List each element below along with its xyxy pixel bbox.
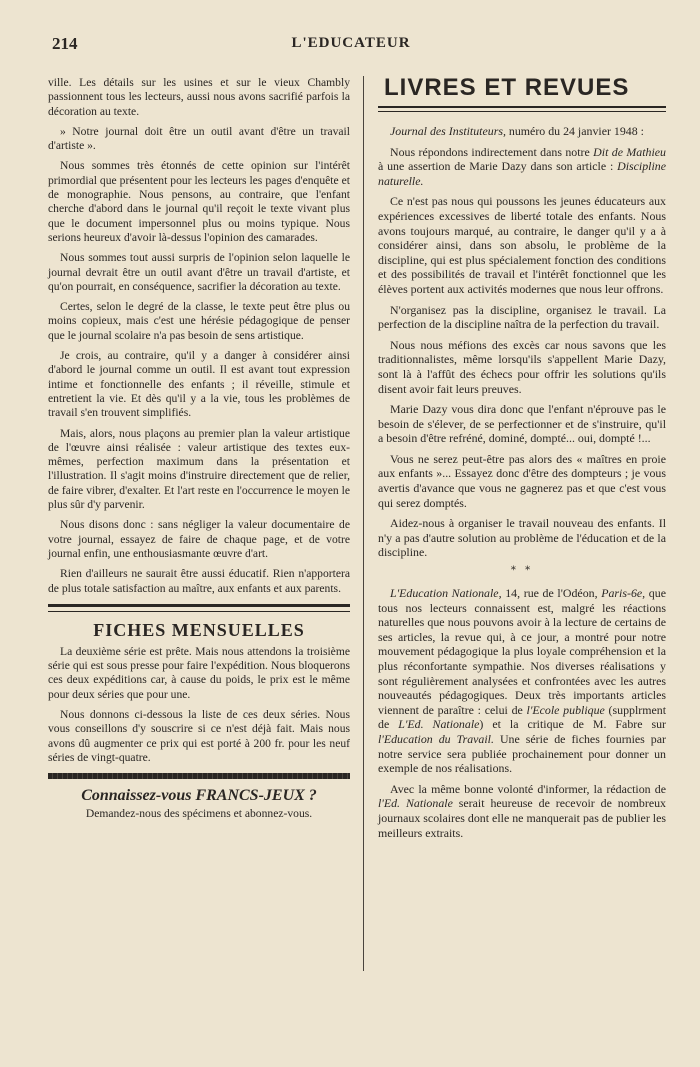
paragraph [378,145,666,189]
fiches-title: FICHES MENSUELLES [93,619,305,640]
paragraph: Rien d'ailleurs ne saurait être aussi éducatif. Rien n'apportera de plus totale satisfaction au maître, aux enfants et aux parents. [48,567,350,595]
paragraph: Certes, selon le degré de la classe, le texte peut être plus ou moins copieux, mais c'est une hérésie pédagogique de penser que le journal scolaire n'a pas besoin de sens artistique. [48,300,350,342]
asterism: * * [510,565,534,577]
paragraph: Nous nous méfions des excès car nous savons que les traditionnalistes, même lorsqu'ils s'appellent Marie Dazy, sont là à l'affût des échecs pour offrir les solutions qu'ils disent avoir fait leurs preuves. [378,337,666,396]
paragraph: Nous sommes très étonnés de cette opinion sur l'intérêt primordial que présentent pour les lecteurs les pages d'enquête et de monographie. Nous pensons, au contraire, que l'enfant cherche d'abord dans le journal qu'il reçoit le texte vivant plus que le document impersonnel plus ou moins typique. Nous serions heureux d'avoir là-dessus l'opinion des camarades. [48,159,350,244]
italic-text: l'Ed. Nationale [378,796,453,811]
page-number: 214 [52,34,78,53]
right-column [378,74,666,846]
intro-paragraph [378,124,666,139]
paragraph [378,586,666,776]
left-column [48,76,350,820]
page-header [52,34,650,54]
italic-text: l'Ecole publique [526,702,605,717]
text: ) et la critique de M. Fabre sur [479,717,667,732]
text: serait heureuse de recevoir de nombreux journaux scolaires dont elle ne manquerait pas de publier les meilleurs extraits. [378,796,666,840]
paragraph: Nous disons donc : sans négliger la valeur documentaire de votre journal, essayez de faire de chaque page, et de votre journal enfin, une enthousiasmante œuvre d'art. [48,518,350,560]
paragraph: N'organisez pas la discipline, organisez le travail. La perfection de la discipline naîtra de la perfection du travail. [378,302,666,332]
paragraph: Aidez-nous à organiser le travail nouveau des enfants. Il n'y a pas d'autre solution au problème de l'éducation et de la discipline. [378,516,666,560]
promo-title: Connaissez-vous FRANCS-JEUX ? [81,787,317,805]
paragraph: Ce n'est pas nous qui poussons les jeunes éducateurs aux expériences excessives de liberté totale des enfants. Nous avons toujours marqué, au contraire, le danger qu'il y a à considérer ainsi, dans son absolu, le problème de la discipline, qui est plus spécialement fonction des conditions et des possibilités de travail et l'intérêt fonctionnel que les élèves portent aux activités modernes que nous leur offrons. [378,194,666,296]
paragraph [378,782,666,840]
paragraph: ville. Les détails sur les usines et sur le vieux Chambly passionnent tous les lecteurs, aussi nous avons sacrifié parfois la décoration au texte. [48,76,350,118]
text: 14, rue de l'Odéon, [501,586,602,601]
text: à une assertion de Marie Dazy dans son article : [378,159,618,174]
paragraph: Nous donnons ci-dessous la liste de ces deux séries. Nous vous conseillons d'y souscrire si ce n'est déjà fait. Mais nous avons dû augmenter ce prix qui est porté à 200 fr. pour les neuf séries de vingt-quatre. [48,707,350,764]
paragraph: Marie Dazy vous dira donc que l'enfant n'éprouve pas le besoin de s'élever, de se perfectionner et de s'instruire, qu'il a besoin d'être refréné, dominé, dompté... oui, dompté !... [378,402,666,446]
section-divider [48,773,350,779]
paragraph: Je crois, au contraire, qu'il y a danger à considérer ainsi d'abord le journal comme un outil. Il est avant tout expression intime et fonctionnelle des enfants ; il réveille, stimule et entretient la vie. Et dès qu'il y a la vie, tous les problèmes de travail s'en trouvent simplifiés. [48,349,350,420]
text: Nous répondons indirectement dans notre [390,144,594,159]
journal-title: Journal des Instituteurs, [390,124,506,138]
italic-text: L'Ed. Nationale [398,717,480,732]
italic-text: Paris-6e, [601,586,646,601]
italic-text: Dit de Mathieu [593,144,666,159]
paragraph: Mais, alors, nous plaçons au premier plan la valeur artistique de l'œuvre ainsi réalisée : valeur artistique des textes eux-mêmes, perfection maximum dans la présentation et l'illustration. Il s'agit moins d'instruire directement que de relier, de faire vibrer, d'exalter. Et l'art reste en l'occurrence le moyen le plus sûr d'y parvenir. [48,426,350,512]
italic-text: Discipline naturelle. [378,159,666,188]
paragraph: Vous ne serez peut-être pas alors des « maîtres en proie aux enfants »... Essayez donc d'être des dompteurs ; je vous avertis d'avance que vous ne gagnerez pas et que c'est vous qui serez domptés. [378,451,666,510]
section-title: LIVRES ET REVUES [384,74,630,101]
paragraph: » Notre journal doit être un outil avant d'être un travail d'artiste ». [48,124,350,153]
text: que tous nos lecteurs connaissent est, malgré les réactions naturelles que nous pouvons avoir à la lecture de certains de ses articles, la revue qui, à ce jour, a montré pour notre mouvement pédagogique la plus loyale compréhension et la plus réconfortante sympathie. Nos diverses réalisations y sont régulièrement analysées et confrontées avec les autres nouveautés pédagogiques. Deux très importants articles viennent de paraître : celui de [378,586,666,717]
section-divider [48,604,350,612]
italic-text: l'Education du Travail. [378,731,494,746]
text: (supplrment de [378,702,666,732]
text: numéro du 24 janvier 1948 : [505,124,644,138]
title-rule [378,106,666,112]
promo-text: Demandez-nous des spécimens et abonnez-vous. [85,807,313,821]
text: Avec la même bonne volonté d'informer, la rédaction de [390,781,666,796]
column-divider [363,76,364,971]
italic-text: L'Education Nationale, [390,586,502,601]
journal-name: L'EDUCATEUR [291,35,411,51]
paragraph: Nous sommes tout aussi surpris de l'opinion selon laquelle le journal devrait être un outil avant d'être un travail d'artiste, et qu'on pourrait, en conséquence, sacrifier la décoration au texte. [48,251,350,293]
paragraph: La deuxième série est prête. Mais nous attendons la troisième série qui est sous presse pour faire l'expédition. Nous bloquerons ces deux expéditions car, à cause du poids, le prix est le même pour deux séries que pour une. [48,644,350,701]
text: Une série de fiches fournies par notre service sera publiée prochainement pour donner un exemple de nos réalisations. [378,731,666,776]
